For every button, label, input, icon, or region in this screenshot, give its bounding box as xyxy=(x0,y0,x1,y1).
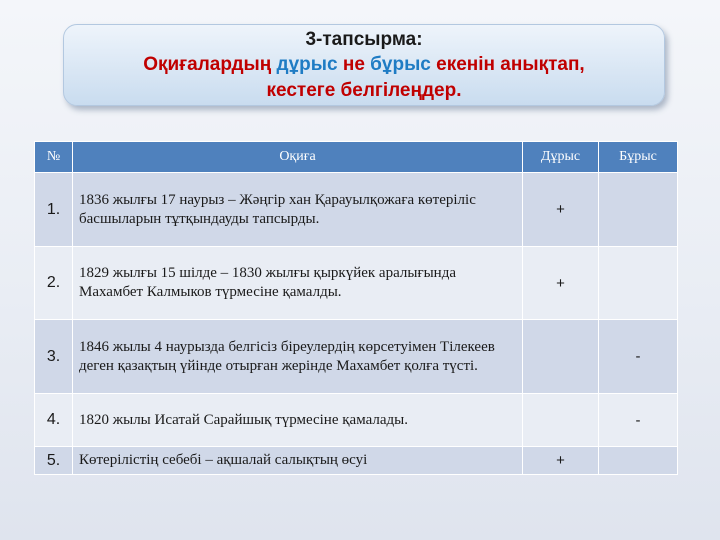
row-incorrect-mark[interactable] xyxy=(599,173,678,247)
row-correct-mark[interactable]: + xyxy=(523,447,599,475)
task-number-title: 3-тапсырма: xyxy=(305,29,423,50)
row-event: 1836 жылғы 17 наурыз – Жәңгір хан Қарауылқожаға көтеріліс басшыларын тұтқындауды тапсырды. xyxy=(73,173,523,247)
table-row xyxy=(35,320,678,394)
instruction-word-correct: дұрыс xyxy=(276,54,338,75)
table-row xyxy=(35,247,678,320)
row-number: 1. xyxy=(35,173,73,247)
task-instruction-line1 xyxy=(64,52,664,78)
row-event: 1846 жылы 4 наурызда белгісіз біреулердің көрсетуімен Тілекеев деген қазақтың үйінде отырған жерінде Махамбет қолға түсті. xyxy=(73,320,523,394)
row-correct-mark[interactable]: + xyxy=(523,247,599,320)
row-correct-mark[interactable] xyxy=(523,320,599,394)
instruction-text-2: не xyxy=(337,54,371,75)
header-correct: Дұрыс xyxy=(523,142,599,173)
header-event: Оқиға xyxy=(73,142,523,173)
table-row xyxy=(35,173,678,247)
instruction-word-incorrect: бұрыс xyxy=(370,54,431,75)
row-incorrect-mark[interactable]: - xyxy=(599,320,678,394)
table-row xyxy=(35,394,678,447)
row-correct-mark[interactable]: + xyxy=(523,173,599,247)
row-number: 3. xyxy=(35,320,73,394)
row-event: Көтерілістің себебі – ақшалай салықтың өсуі xyxy=(73,447,523,475)
row-event: 1829 жылғы 15 шілде – 1830 жылғы қыркүйек аралығында Махамбет Калмыков түрмесіне қамалды. xyxy=(73,247,523,320)
table-row xyxy=(35,447,678,475)
instruction-text-1: Оқиғалардың xyxy=(143,54,277,75)
header-num: № xyxy=(35,142,73,173)
row-correct-mark[interactable] xyxy=(523,394,599,447)
task-title-box xyxy=(63,24,665,106)
row-number: 5. xyxy=(35,447,73,475)
row-number: 4. xyxy=(35,394,73,447)
table-header-row xyxy=(35,142,678,173)
header-incorrect: Бұрыс xyxy=(599,142,678,173)
instruction-text-3: екенін анықтап, xyxy=(430,54,585,75)
task-instruction-line2: кестеге белгілеңдер. xyxy=(266,80,462,101)
row-incorrect-mark[interactable]: - xyxy=(599,394,678,447)
row-event: 1820 жылы Исатай Сарайшық түрмесіне қамалады. xyxy=(73,394,523,447)
row-incorrect-mark[interactable] xyxy=(599,247,678,320)
events-table xyxy=(34,141,678,475)
row-incorrect-mark[interactable] xyxy=(599,447,678,475)
row-number: 2. xyxy=(35,247,73,320)
